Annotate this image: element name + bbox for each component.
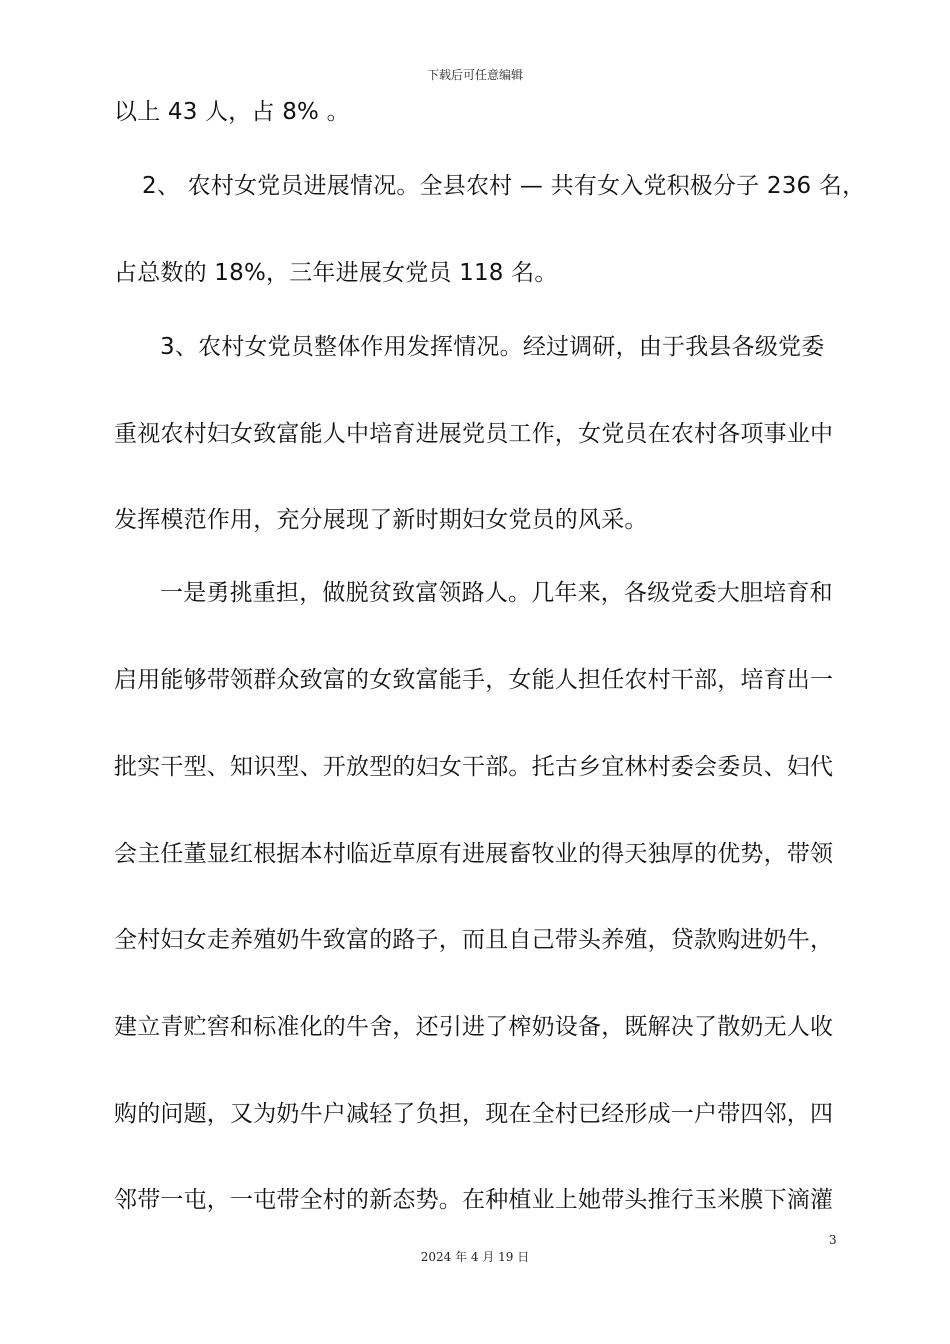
text-line: 占总数的 18%，三年进展女党员 118 名。	[114, 260, 558, 286]
header-note: 下载后可任意编辑	[426, 68, 523, 82]
text-line: 建立青贮窖和标准化的牛舍，还引进了榨奶设备，既解决了散奶无人收	[114, 1014, 834, 1040]
text-line: 邻带一屯，一屯带全村的新态势。在种植业上她带头推行玉米膜下滴灌	[114, 1187, 834, 1213]
text-line: 批实干型、知识型、开放型的妇女干部。托古乡宜林村委会委员、妇代	[114, 754, 834, 780]
text-line: 一是勇挑重担，做脱贫致富领路人。几年来，各级党委大胆培育和	[160, 580, 833, 606]
text-line: 2、 农村女党员进展情况。全县农村 — 共有女入党积极分子 236 名，	[142, 173, 866, 199]
text-line: 会主任董显红根据本村临近草原有进展畜牧业的得天独厚的优势，带领	[114, 841, 834, 867]
text-line: 启用能够带领群众致富的女致富能手，女能人担任农村干部，培育出一	[114, 667, 834, 693]
text-line: 购的问题，又为奶牛户减轻了负担，现在全村已经形成一户带四邻，四	[114, 1101, 834, 1127]
text-line: 重视农村妇女致富能人中培育进展党员工作，女党员在农村各项事业中	[114, 421, 834, 447]
text-line: 3、农村女党员整体作用发挥情况。经过调研，由于我县各级党委	[160, 334, 825, 360]
page-number: 3	[829, 1233, 837, 1247]
text-line: 发挥模范作用，充分展现了新时期妇女党员的风采。	[114, 507, 648, 533]
text-line: 全村妇女走养殖奶牛致富的路子，而且自己带头养殖，贷款购进奶牛，	[114, 927, 834, 953]
footer-date: 2024 年 4 月 19 日	[420, 1250, 530, 1264]
text-line: 以上 43 人，占 8% 。	[114, 99, 350, 125]
